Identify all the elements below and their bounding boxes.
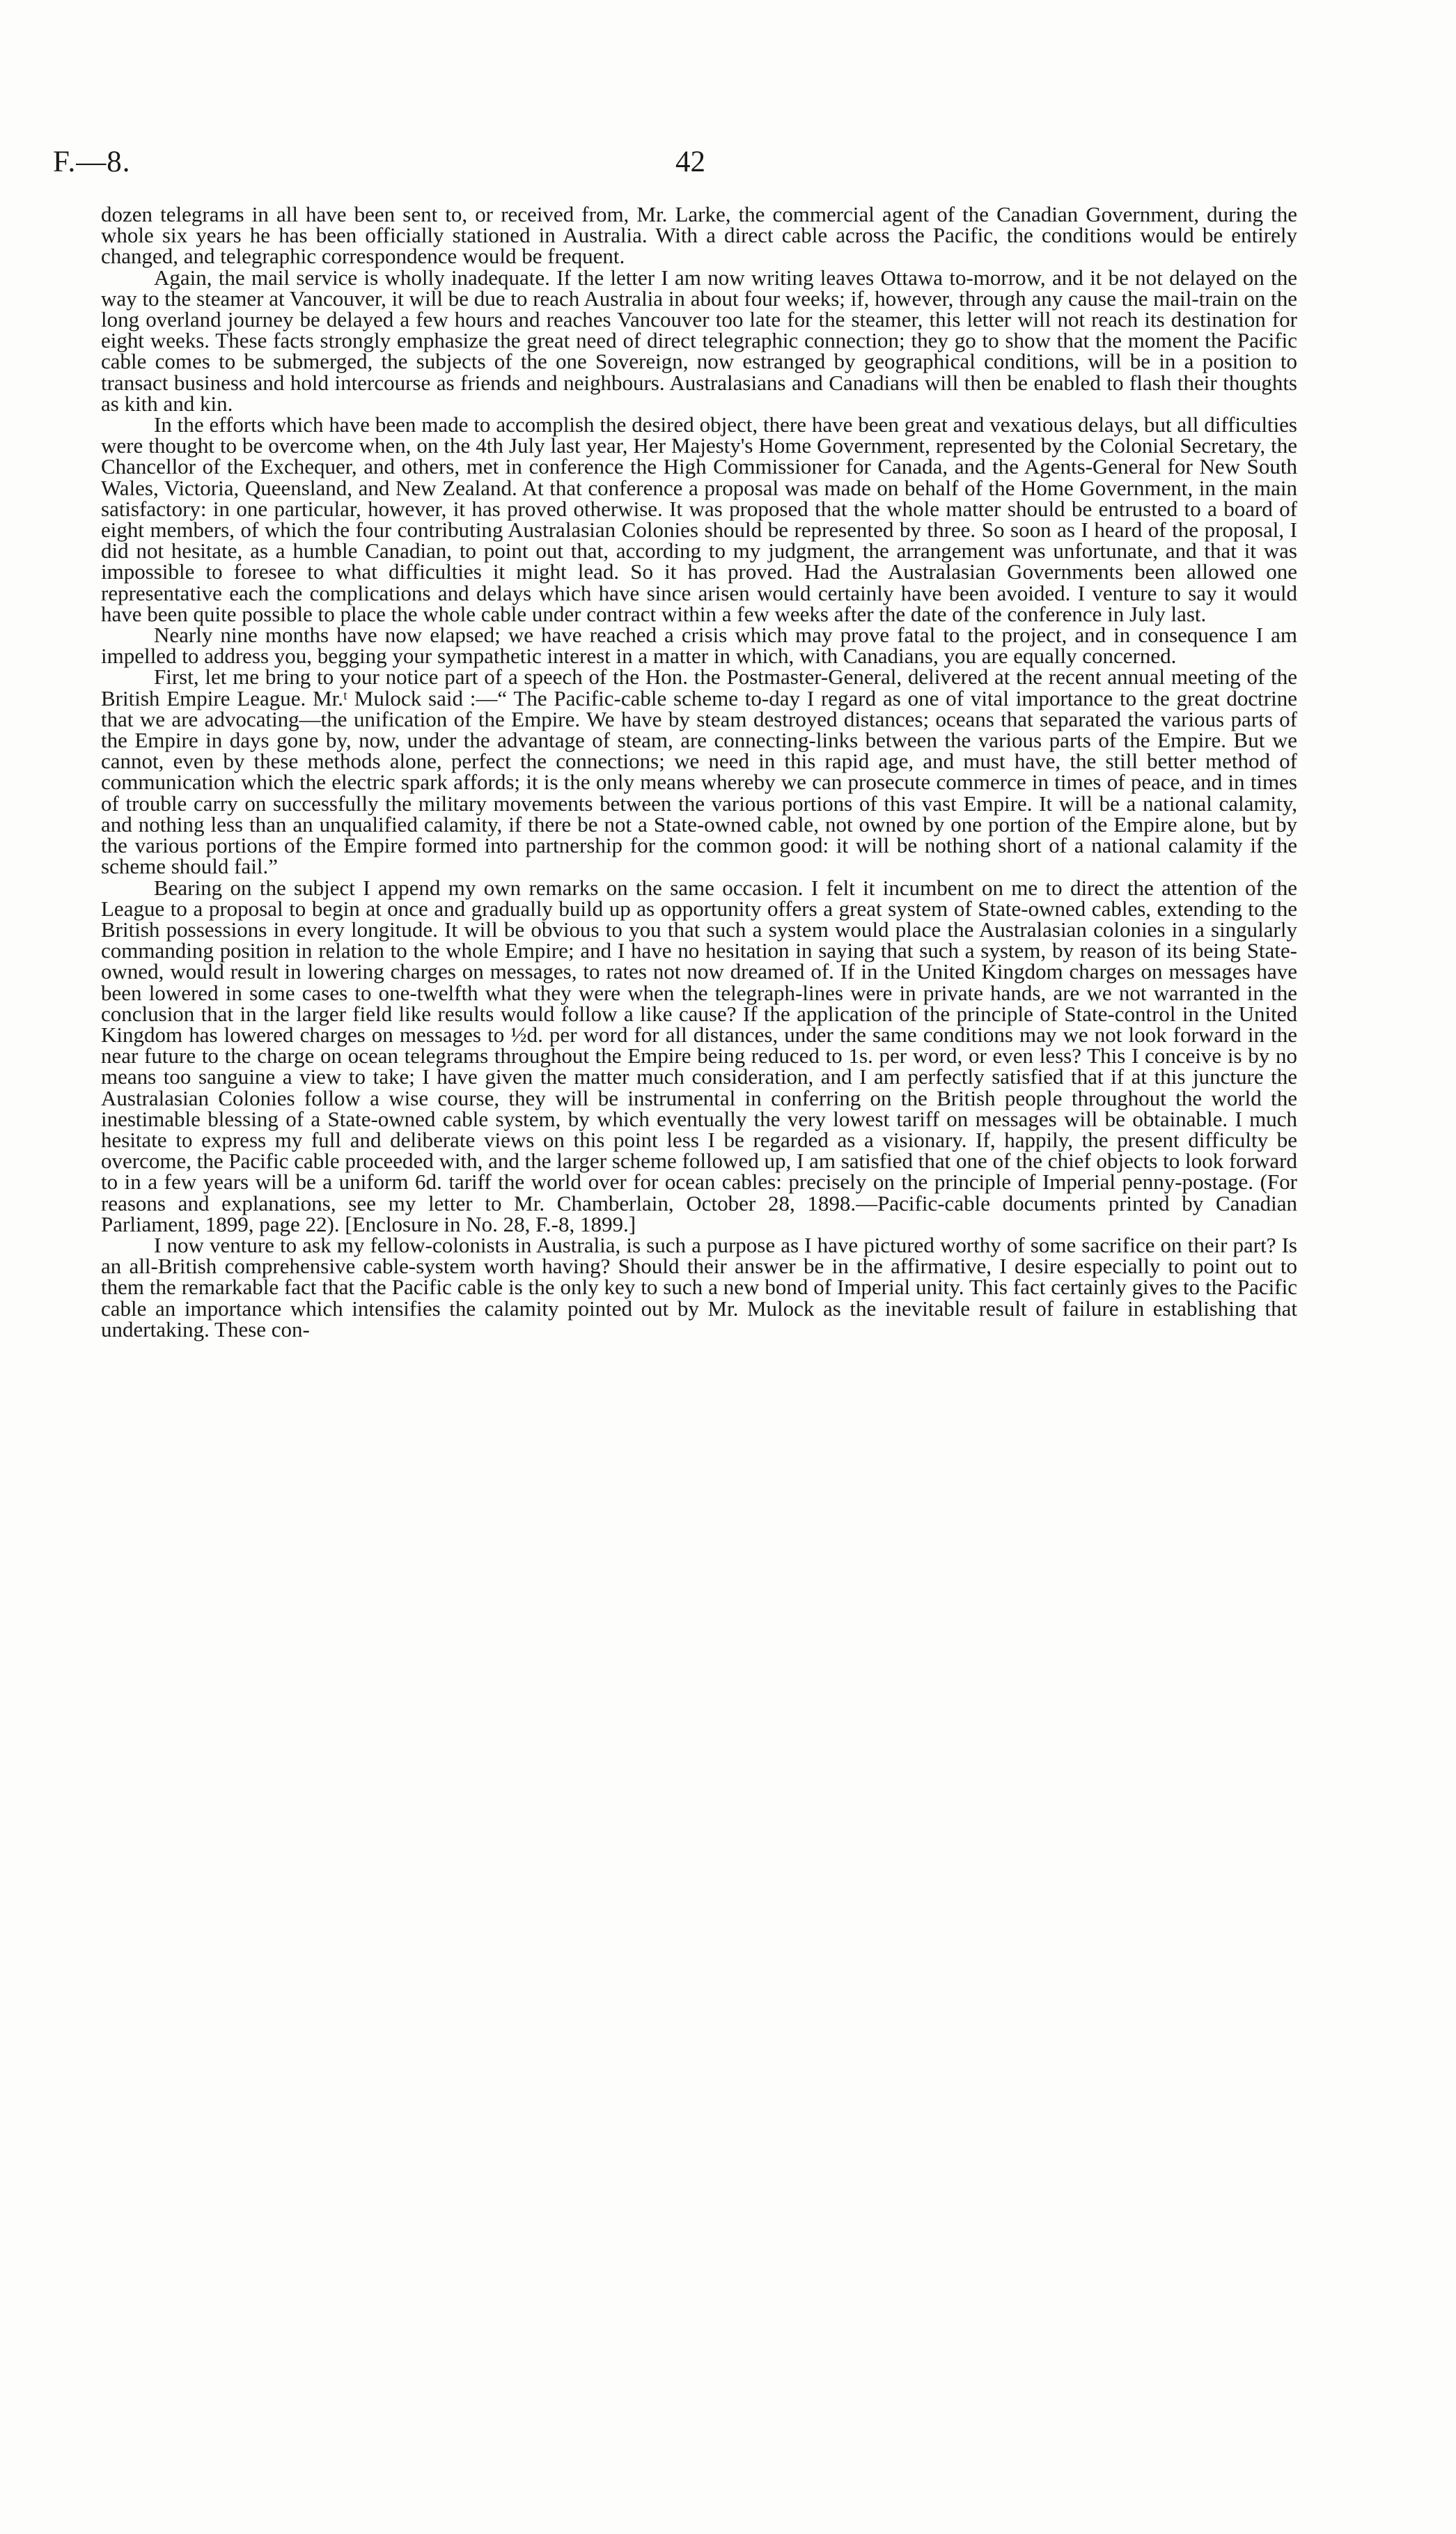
body-text bbox=[101, 204, 1297, 1340]
paragraph-mail-service: Again, the mail service is wholly inadequate. If the letter I am now writing leaves Ottawa to-morrow, and it be not delayed on the way to the steamer at Vancouver, it will be due to reach Australia in about four weeks; if, however, through any cause the mail-train on the long overland journey be delayed a few hours and reaches Vancouver too late for the steamer, this letter will not reach its destination for eight weeks. These facts strongly emphasize the great need of direct telegraphic connection; they go to show that the moment the Pacific cable comes to be submerged, the subjects of the one Sovereign, now estranged by geographical conditions, will be in a position to transact business and hold intercourse as friends and neighbours. Australasians and Canadians will then be enabled to flash their thoughts as kith and kin. bbox=[101, 265, 1297, 416]
paragraph-telegram-correspondence: dozen telegrams in all have been sent to, or received from, Mr. Larke, the commercial agent of the Canadian Government, during the whole six years he has been officially stationed in Australia. With a direct cable across the Pacific, the conditions would be entirely changed, and telegraphic correspondence would be frequent. bbox=[101, 202, 1297, 269]
paragraph-conference-delays: In the efforts which have been made to accomplish the desired object, there have been great and vexatious delays, but all difficulties were thought to be overcome when, on the 4th July last year, Her Majesty's Home Government, represented by the Colonial Secretary, the Chancellor of the Exchequer, and others, met in conference the High Commissioner for Canada, and the Agents-General for New South Wales, Victoria, Queensland, and New Zealand. At that conference a proposal was made on behalf of the Home Government, in the main satisfactory: in one particular, however, it has proved otherwise. It was proposed that the whole matter should be entrusted to a board of eight members, of which the four contributing Australasian Colonies should be represented by three. So soon as I heard of the proposal, I did not hesitate, as a humble Canadian, to point out that, according to my judgment, the arrangement was unfortunate, and that it was impossible to foresee to what difficulties it might lead. So it has proved. Had the Australasian Governments been allowed one representative each the complications and delays which have since arisen would certainly have been avoided. I venture to say it would have been quite possible to place the whole cable under contract within a few weeks after the date of the conference in July last. bbox=[101, 412, 1297, 626]
paragraph-appeal-to-colonists: I now venture to ask my fellow-colonists in Australia, is such a purpose as I have pictured worthy of some sacrifice on their part? Is an all-British comprehensive cable-system worth having? Should their answer be in the affirmative, I desire especially to point out to them the remarkable fact that the Pacific cable is the only key to such a new bond of Imperial unity. This fact certainly gives to the Pacific cable an importance which intensifies the calamity pointed out by Mr. Mulock as the inevitable result of failure in establishing that undertaking. These con- bbox=[101, 1232, 1297, 1342]
paragraph-crisis: Nearly nine months have now elapsed; we have reached a crisis which may prove fatal to the project, and in consequence I am impelled to address you, begging your sympathetic interest in a matter in which, with Canadians, you are equally concerned. bbox=[101, 623, 1297, 669]
paragraph-state-owned-cables: Bearing on the subject I append my own remarks on the same occasion. I felt it incumbent on me to direct the attention of the League to a proposal to begin at once and gradually build up as opportunity offers a great system of State-owned cables, extending to the British possessions in every longitude. It will be obvious to you that such a system would place the Australasian colonies in a singularly commanding position in relation to the whole Empire; and I have no hesitation in saying that such a system, by reason of its being State-owned, would result in lowering charges on messages, to rates not now dreamed of. If in the United Kingdom charges on messages have been lowered in some cases to one-twelfth what they were when the telegraph-lines were in private hands, are we not warranted in the conclusion that in the larger field like results would follow a like cause? If the application of the principle of State-control in the United Kingdom has lowered charges on messages to ½d. per word for all distances, under the same conditions may we not look forward in the near future to the charge on ocean telegrams throughout the Empire being reduced to 1s. per word, or even less? This I conceive is by no means too sanguine a view to take; I have given the matter much consideration, and I am perfectly satisfied that if at this juncture the Australasian Colonies follow a wise course, they will be instrumental in conferring on the British people throughout the world the inestimable blessing of a State-owned cable system, by which eventually the very lowest tariff on messages will be obtainable. I much hesitate to express my full and deliberate views on this point less I be regarded as a visionary. If, happily, the present difficulty be overcome, the Pacific cable proceeded with, and the larger scheme followed up, I am satisfied that one of the chief objects to look forward to in a few years will be a uniform 6d. tariff the world over for ocean cables: precisely on the principle of Imperial penny-postage. (For reasons and explanations, see my letter to Mr. Chamberlain, October 28, 1898.—Pacific-cable documents printed by Canadian Parliament, 1899, page 22). [Enclosure in No. 28, F.-8, 1899.] bbox=[101, 875, 1297, 1236]
page-number: 42 bbox=[675, 146, 705, 178]
page-header bbox=[49, 145, 1302, 194]
document-reference: F.—8. bbox=[53, 146, 131, 178]
paragraph-postmaster-speech: First, let me bring to your notice part of a speech of the Hon. the Postmaster-General, delivered at the recent annual meeting of the British Empire League. Mr.ᵗ Mulock said :—“ The Pacific-cable scheme to-day I regard as one of vital importance to the great doctrine that we are advocating—the unification of the Empire. We have by steam destroyed distances; oceans that separated the various parts of the Empire in days gone by, now, under the advantage of steam, are connecting-links between the various parts of the Empire. But we cannot, even by these methods alone, perfect the connections; we need in this rapid age, and must have, the still better method of communication which the electric spark affords; it is the only means whereby we can prosecute commerce in times of peace, and in times of trouble carry on successfully the military movements between the various portions of this vast Empire. It will be a national calamity, and nothing less than an unqualified calamity, if there be not a State-owned cable, not owned by one portion of the Empire alone, but by the various portions of the Empire formed into partnership for the common good: it will be nothing short of a national calamity if the scheme should fail.” bbox=[101, 664, 1297, 879]
